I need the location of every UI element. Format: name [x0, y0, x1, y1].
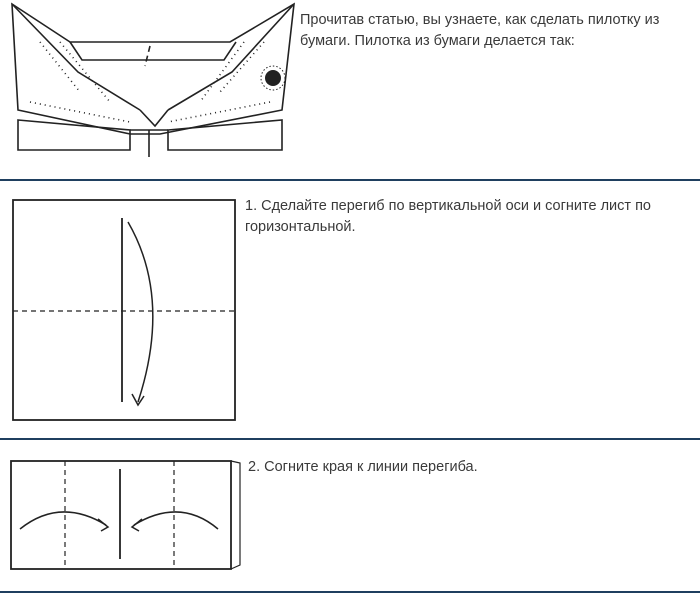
step-1-text: 1. Сделайте перегиб по вертикальной оси и согните лист по горизонтальной.: [245, 198, 651, 235]
step-2-text: 2. Согните края к линии перегиба.: [248, 459, 478, 475]
left-arrow-head-icon: [98, 519, 108, 531]
step-1-section: [0, 182, 700, 438]
intro-section: [0, 0, 700, 180]
step-2-section: [0, 441, 700, 591]
section-divider: [0, 179, 700, 181]
intro-text: Прочитав статью, вы узнаете, как сделать пилотку из бумаги. Пилотка из бумаги делается так:: [300, 12, 660, 49]
back-layer-edge: [231, 461, 240, 569]
paper-sheet: [13, 200, 235, 420]
step-2-diagram: [10, 459, 242, 571]
fold-arrow-head-icon: [132, 394, 144, 405]
left-fold-arrow-curve: [20, 512, 106, 529]
section-divider: [0, 591, 700, 593]
step-1-diagram: [12, 198, 238, 422]
fold-arrow-curve: [128, 222, 153, 402]
right-fold-arrow-curve: [134, 512, 218, 529]
right-arrow-head-icon: [132, 519, 142, 531]
emblem-icon: [261, 66, 285, 90]
section-divider: [0, 438, 700, 440]
finished-hat-illustration: [10, 2, 295, 162]
